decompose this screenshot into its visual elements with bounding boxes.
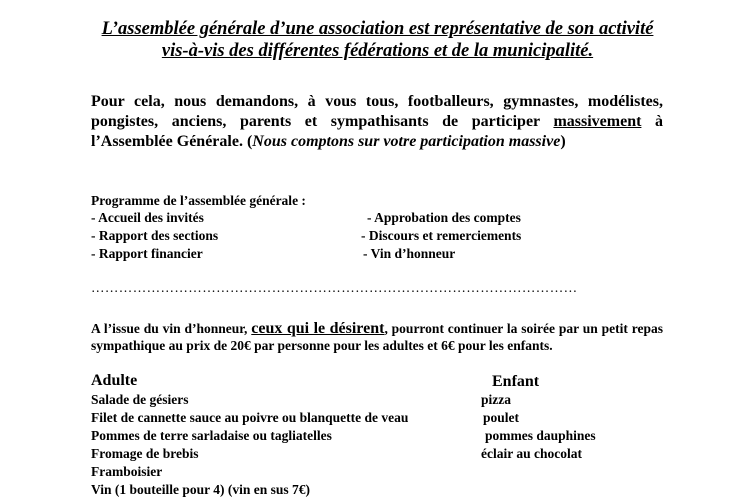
dotted-separator: …………………………………………………………………………………………… [91, 280, 578, 295]
call-text-1: Pour cela, nous demandons, à vous tous, footballeurs, gymnastes, modélistes, pongistes, anciens, parents et sympathisants de participer [91, 93, 663, 130]
menu-child-item: éclair au chocolat [481, 446, 582, 461]
menu-adult-item: Vin (1 bouteille pour 4) (vin en sus 7€) [91, 482, 311, 497]
program-item: - Accueil des invités [91, 210, 204, 225]
program-item: - Vin d’honneur [363, 246, 456, 261]
program-item: - Approbation des comptes [367, 210, 521, 225]
program-item: - Rapport des sections [91, 228, 219, 243]
menu-child-item: pommes dauphines [485, 428, 596, 443]
program-item: - Rapport financier [91, 246, 203, 261]
call-text-3: ) [560, 133, 566, 150]
menu-adult-item: Filet de cannette sauce au poivre ou blanquette de veau [91, 410, 409, 425]
program-item: - Discours et remerciements [361, 228, 522, 243]
menu-child-item: poulet [483, 410, 520, 425]
menu-adult-item: Pommes de terre sarladaise ou tagliatelles [91, 428, 332, 443]
menu-adult-item: Salade de gésiers [91, 392, 189, 407]
menu-adult-heading: Adulte [91, 372, 138, 389]
call-text-2: à l’Assemblée Générale. ( [91, 113, 663, 150]
menu-adult-item: Fromage de brebis [91, 446, 199, 461]
call-emphasis: massivement [553, 113, 642, 130]
meal-text-1: A l’issue du vin d’honneur, [91, 321, 252, 336]
meal-paragraph [91, 320, 663, 354]
meal-text-2: , pourront continuer la soirée par un petit repas sympathique au prix de 20€ par personne pour les adultes et 6€ pour les enfants. [91, 321, 663, 353]
menu-child-heading: Enfant [492, 373, 540, 390]
meal-emphasis: ceux qui le désirent [251, 320, 385, 337]
menu-child-item: pizza [481, 392, 511, 407]
menu-adult-item: Framboisier [91, 464, 163, 479]
program-title: Programme de l’assemblée générale : [91, 193, 306, 208]
call-paragraph [91, 92, 663, 152]
intro-heading: L’assemblée générale d’une association est représentative de son activité vis-à-vis des différentes fédérations et de la municipalité. [101, 19, 654, 61]
call-italic-note: Nous comptons sur votre participation massive [252, 133, 561, 150]
